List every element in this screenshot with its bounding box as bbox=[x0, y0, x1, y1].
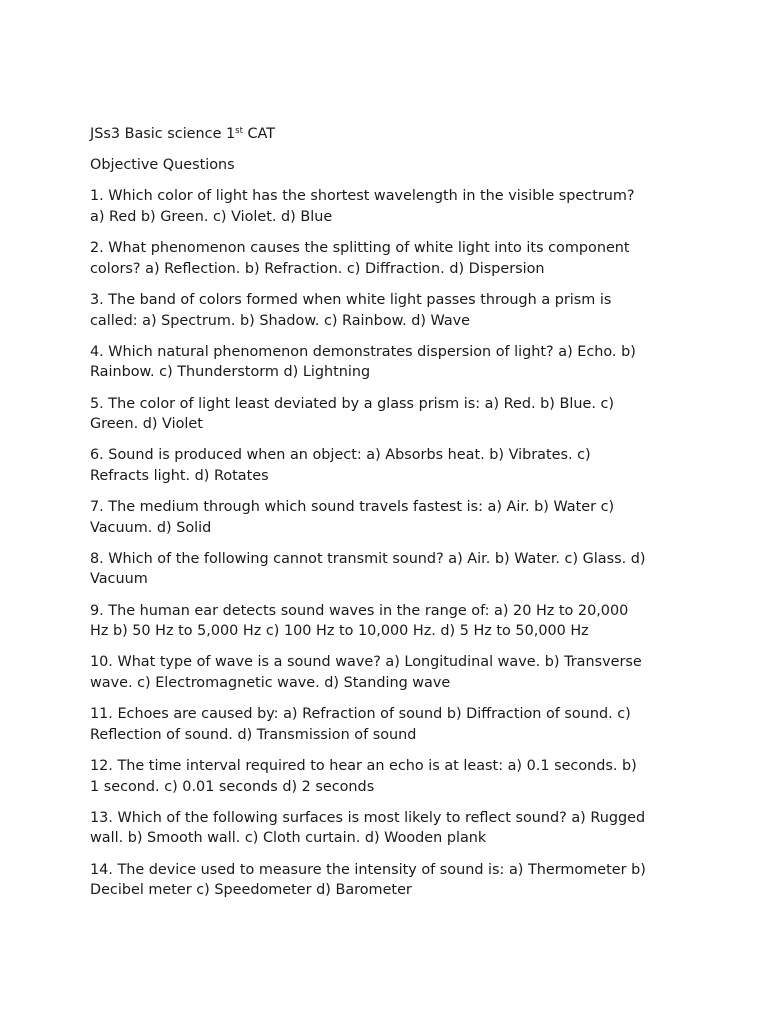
question-options: called: a) Spectrum. b) Shadow. c) Rainbow. d) Wave bbox=[90, 312, 471, 329]
question-text: 14. The device used to measure the intensity of sound is: a) Thermometer b) bbox=[90, 861, 646, 878]
question-options: Vacuum bbox=[90, 571, 148, 588]
question-10 bbox=[90, 652, 690, 693]
question-text: 13. Which of the following surfaces is most likely to reflect sound? a) Rugged bbox=[90, 809, 646, 826]
question-1 bbox=[90, 186, 690, 227]
question-options: a) Red b) Green. c) Violet. d) Blue bbox=[90, 208, 333, 225]
question-7 bbox=[90, 497, 690, 538]
question-options: 1 second. c) 0.01 seconds d) 2 seconds bbox=[90, 778, 375, 795]
question-text: 8. Which of the following cannot transmit sound? a) Air. b) Water. c) Glass. d) bbox=[90, 550, 646, 567]
question-options: Hz b) 50 Hz to 5,000 Hz c) 100 Hz to 10,000 Hz. d) 5 Hz to 50,000 Hz bbox=[90, 623, 589, 640]
question-options: Vacuum. d) Solid bbox=[90, 519, 212, 536]
question-text: 2. What phenomenon causes the splitting of white light into its component bbox=[90, 240, 630, 257]
question-options: Green. d) Violet bbox=[90, 416, 203, 433]
title-superscript: st bbox=[235, 126, 243, 136]
question-options: Decibel meter c) Speedometer d) Barometer bbox=[90, 882, 412, 899]
question-text: 12. The time interval required to hear an echo is at least: a) 0.1 seconds. b) bbox=[90, 757, 637, 774]
question-text: 10. What type of wave is a sound wave? a) Longitudinal wave. b) Transverse bbox=[90, 654, 642, 671]
question-6 bbox=[90, 445, 690, 486]
title-prefix: JSs3 Basic science 1 bbox=[90, 126, 236, 142]
question-text: 6. Sound is produced when an object: a) Absorbs heat. b) Vibrates. c) bbox=[90, 447, 591, 464]
question-11 bbox=[90, 704, 690, 745]
question-4 bbox=[90, 342, 690, 383]
question-options: wall. b) Smooth wall. c) Cloth curtain. d) Wooden plank bbox=[90, 830, 487, 847]
document-title bbox=[90, 124, 690, 145]
title-suffix: CAT bbox=[242, 126, 276, 142]
question-2 bbox=[90, 238, 690, 279]
question-text: 5. The color of light least deviated by a glass prism is: a) Red. b) Blue. c) bbox=[90, 395, 615, 412]
question-8 bbox=[90, 549, 690, 590]
question-14 bbox=[90, 860, 690, 901]
question-text: 3. The band of colors formed when white light passes through a prism is bbox=[90, 291, 612, 308]
question-options: Refracts light. d) Rotates bbox=[90, 467, 269, 484]
document-page bbox=[90, 124, 690, 911]
question-options: Reflection of sound. d) Transmission of sound bbox=[90, 726, 417, 743]
question-text: 4. Which natural phenomenon demonstrates dispersion of light? a) Echo. b) bbox=[90, 343, 636, 360]
question-3 bbox=[90, 290, 690, 331]
question-12 bbox=[90, 756, 690, 797]
question-options: wave. c) Electromagnetic wave. d) Standing wave bbox=[90, 675, 451, 691]
question-5 bbox=[90, 394, 690, 435]
question-text: 1. Which color of light has the shortest wavelength in the visible spectrum? bbox=[90, 188, 635, 205]
question-text: 9. The human ear detects sound waves in the range of: a) 20 Hz to 20,000 bbox=[90, 602, 629, 619]
question-options: colors? a) Reflection. b) Refraction. c) Diffraction. d) Dispersion bbox=[90, 260, 545, 277]
question-13 bbox=[90, 808, 690, 849]
question-text: 7. The medium through which sound travels fastest is: a) Air. b) Water c) bbox=[90, 499, 615, 516]
question-text: 11. Echoes are caused by: a) Refraction of sound b) Diffraction of sound. c) bbox=[90, 706, 631, 723]
question-options: Rainbow. c) Thunderstorm d) Lightning bbox=[90, 364, 371, 381]
section-heading: Objective Questions bbox=[90, 157, 235, 174]
question-9 bbox=[90, 601, 690, 642]
